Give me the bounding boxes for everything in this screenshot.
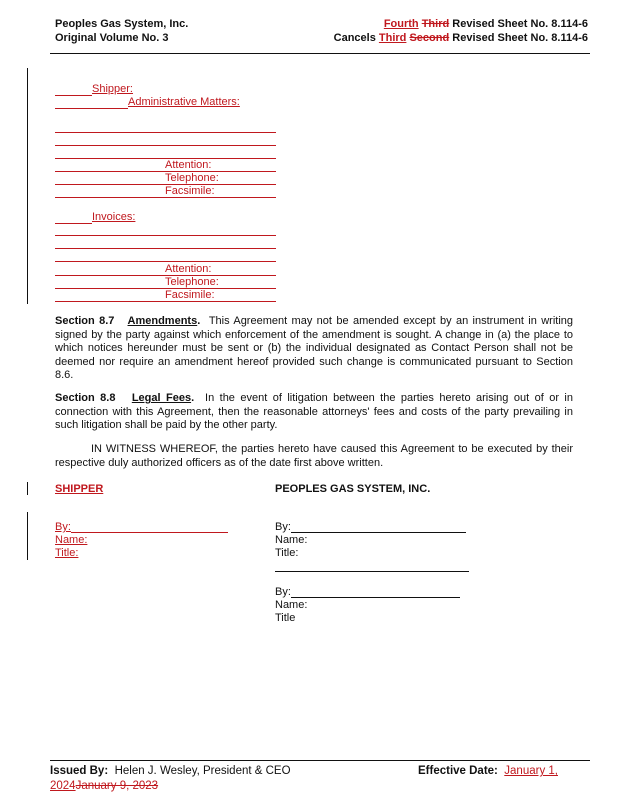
telephone-label: Telephone: — [165, 172, 219, 184]
section-number: Section 8.8 — [55, 392, 116, 404]
shipper-by-label: By: — [55, 521, 71, 533]
shipper-leader-line — [55, 95, 92, 96]
attention-label: Attention: — [165, 159, 212, 171]
address-line — [55, 248, 276, 249]
shipper-label: Shipper: — [92, 83, 133, 95]
sheet-deleted-word: Third — [421, 18, 450, 30]
header-rule — [50, 53, 590, 54]
effective-date-old: January 9, 2023 — [75, 780, 159, 792]
effective-date-label: Effective Date: — [418, 765, 498, 777]
section-8-8: Section 8.8 Legal Fees. In the event of litigation between the parties hereto arising out of or in connection with this Agreement, then the reasonable attorneys' fees and costs of the party prevailing in such litigation shall be paid by the other party. — [55, 392, 573, 431]
invoices-label: Invoices: — [92, 211, 136, 223]
cancels-deleted-word: Second — [409, 32, 450, 44]
witness-clause: IN WITNESS WHEREOF, the parties hereto have caused this Agreement to be executed by their respective duly authorized officers as of the date first above written. — [55, 443, 573, 469]
effective-date — [418, 764, 558, 779]
company-name: Peoples Gas System, Inc. — [55, 18, 189, 30]
address-line — [55, 261, 276, 262]
section-text: This Agreement may not be amended except by an instrument in writing signed by the party against which enforcement of the amendment is sought. A change in (a) the place to which notices hereunder must be sent or (b) the individual designated as Contact Person shall not be deemed nor require an amendment hereof provided such change is communicated pursuant to Section 8.6. — [55, 315, 573, 381]
effective-date-new-a: January 1, — [504, 765, 558, 777]
change-bar — [27, 512, 28, 560]
admin-leader-line — [55, 108, 128, 109]
pgs-by-label: By: — [275, 521, 291, 533]
pgs-title-label-2: Title — [275, 612, 296, 624]
change-bar — [27, 482, 28, 495]
section-title: Legal Fees — [131, 392, 192, 404]
effective-date-continued — [50, 779, 158, 794]
pgs-by-line-2 — [291, 597, 460, 598]
cancels-inserted-word: Third — [378, 32, 407, 44]
cancels-sheet — [334, 31, 588, 45]
facsimile-line — [55, 301, 276, 302]
invoices-leader-line — [55, 223, 92, 224]
section-title: Amendments — [127, 315, 198, 327]
effective-date-new-b: 2024 — [50, 780, 76, 792]
issued-by — [50, 764, 291, 779]
pgs-heading: PEOPLES GAS SYSTEM, INC. — [275, 483, 431, 495]
facsimile-line — [55, 197, 276, 198]
issued-by-value: Helen J. Wesley, President & CEO — [114, 765, 291, 777]
shipper-title-label: Title: — [55, 547, 79, 559]
shipper-heading: SHIPPER — [55, 483, 104, 495]
address-line — [55, 145, 276, 146]
shipper-name-label: Name: — [55, 534, 88, 546]
pgs-name-label-2: Name: — [275, 599, 308, 611]
facsimile-label: Facsimile: — [165, 289, 215, 301]
facsimile-label: Facsimile: — [165, 185, 215, 197]
attention-label: Attention: — [165, 263, 212, 275]
pgs-title-label: Title: — [275, 547, 299, 559]
address-line — [55, 132, 276, 133]
sheet-number — [384, 17, 588, 31]
section-8-7: Section 8.7 Amendments. This Agreement may not be amended except by an instrument in writing signed by the party against which enforcement of the amendment is sought. A change in (a) the place to which notices hereunder must be sent or (b) the individual designated as Contact Person shall not be deemed nor require an amendment hereof provided such change is communicated pursuant to Section 8.6. — [55, 315, 573, 381]
section-number: Section 8.7 — [55, 315, 115, 327]
issued-by-label: Issued By: — [50, 765, 109, 777]
footer-rule — [50, 760, 590, 761]
admin-matters-label: Administrative Matters: — [128, 96, 240, 108]
change-bar — [27, 68, 28, 304]
cancels-prefix: Cancels — [333, 32, 379, 44]
sheet-rest: Revised Sheet No. 8.114-6 — [449, 18, 588, 30]
shipper-by-line — [71, 532, 228, 533]
pgs-name-label: Name: — [275, 534, 308, 546]
pgs-title-line — [275, 571, 469, 572]
section-text: In the event of litigation between the parties hereto arising out of or in connection with this Agreement, then the reasonable attorneys' fees and costs of the party prevailing in such litigation shall be paid by the other party. — [55, 392, 573, 431]
address-line — [55, 235, 276, 236]
cancels-rest: Revised Sheet No. 8.114-6 — [449, 32, 588, 44]
sheet-inserted-word: Fourth — [383, 18, 419, 30]
volume-number: Original Volume No. 3 — [55, 32, 169, 44]
pgs-by-line — [291, 532, 466, 533]
pgs-by-label-2: By: — [275, 586, 291, 598]
telephone-label: Telephone: — [165, 276, 219, 288]
